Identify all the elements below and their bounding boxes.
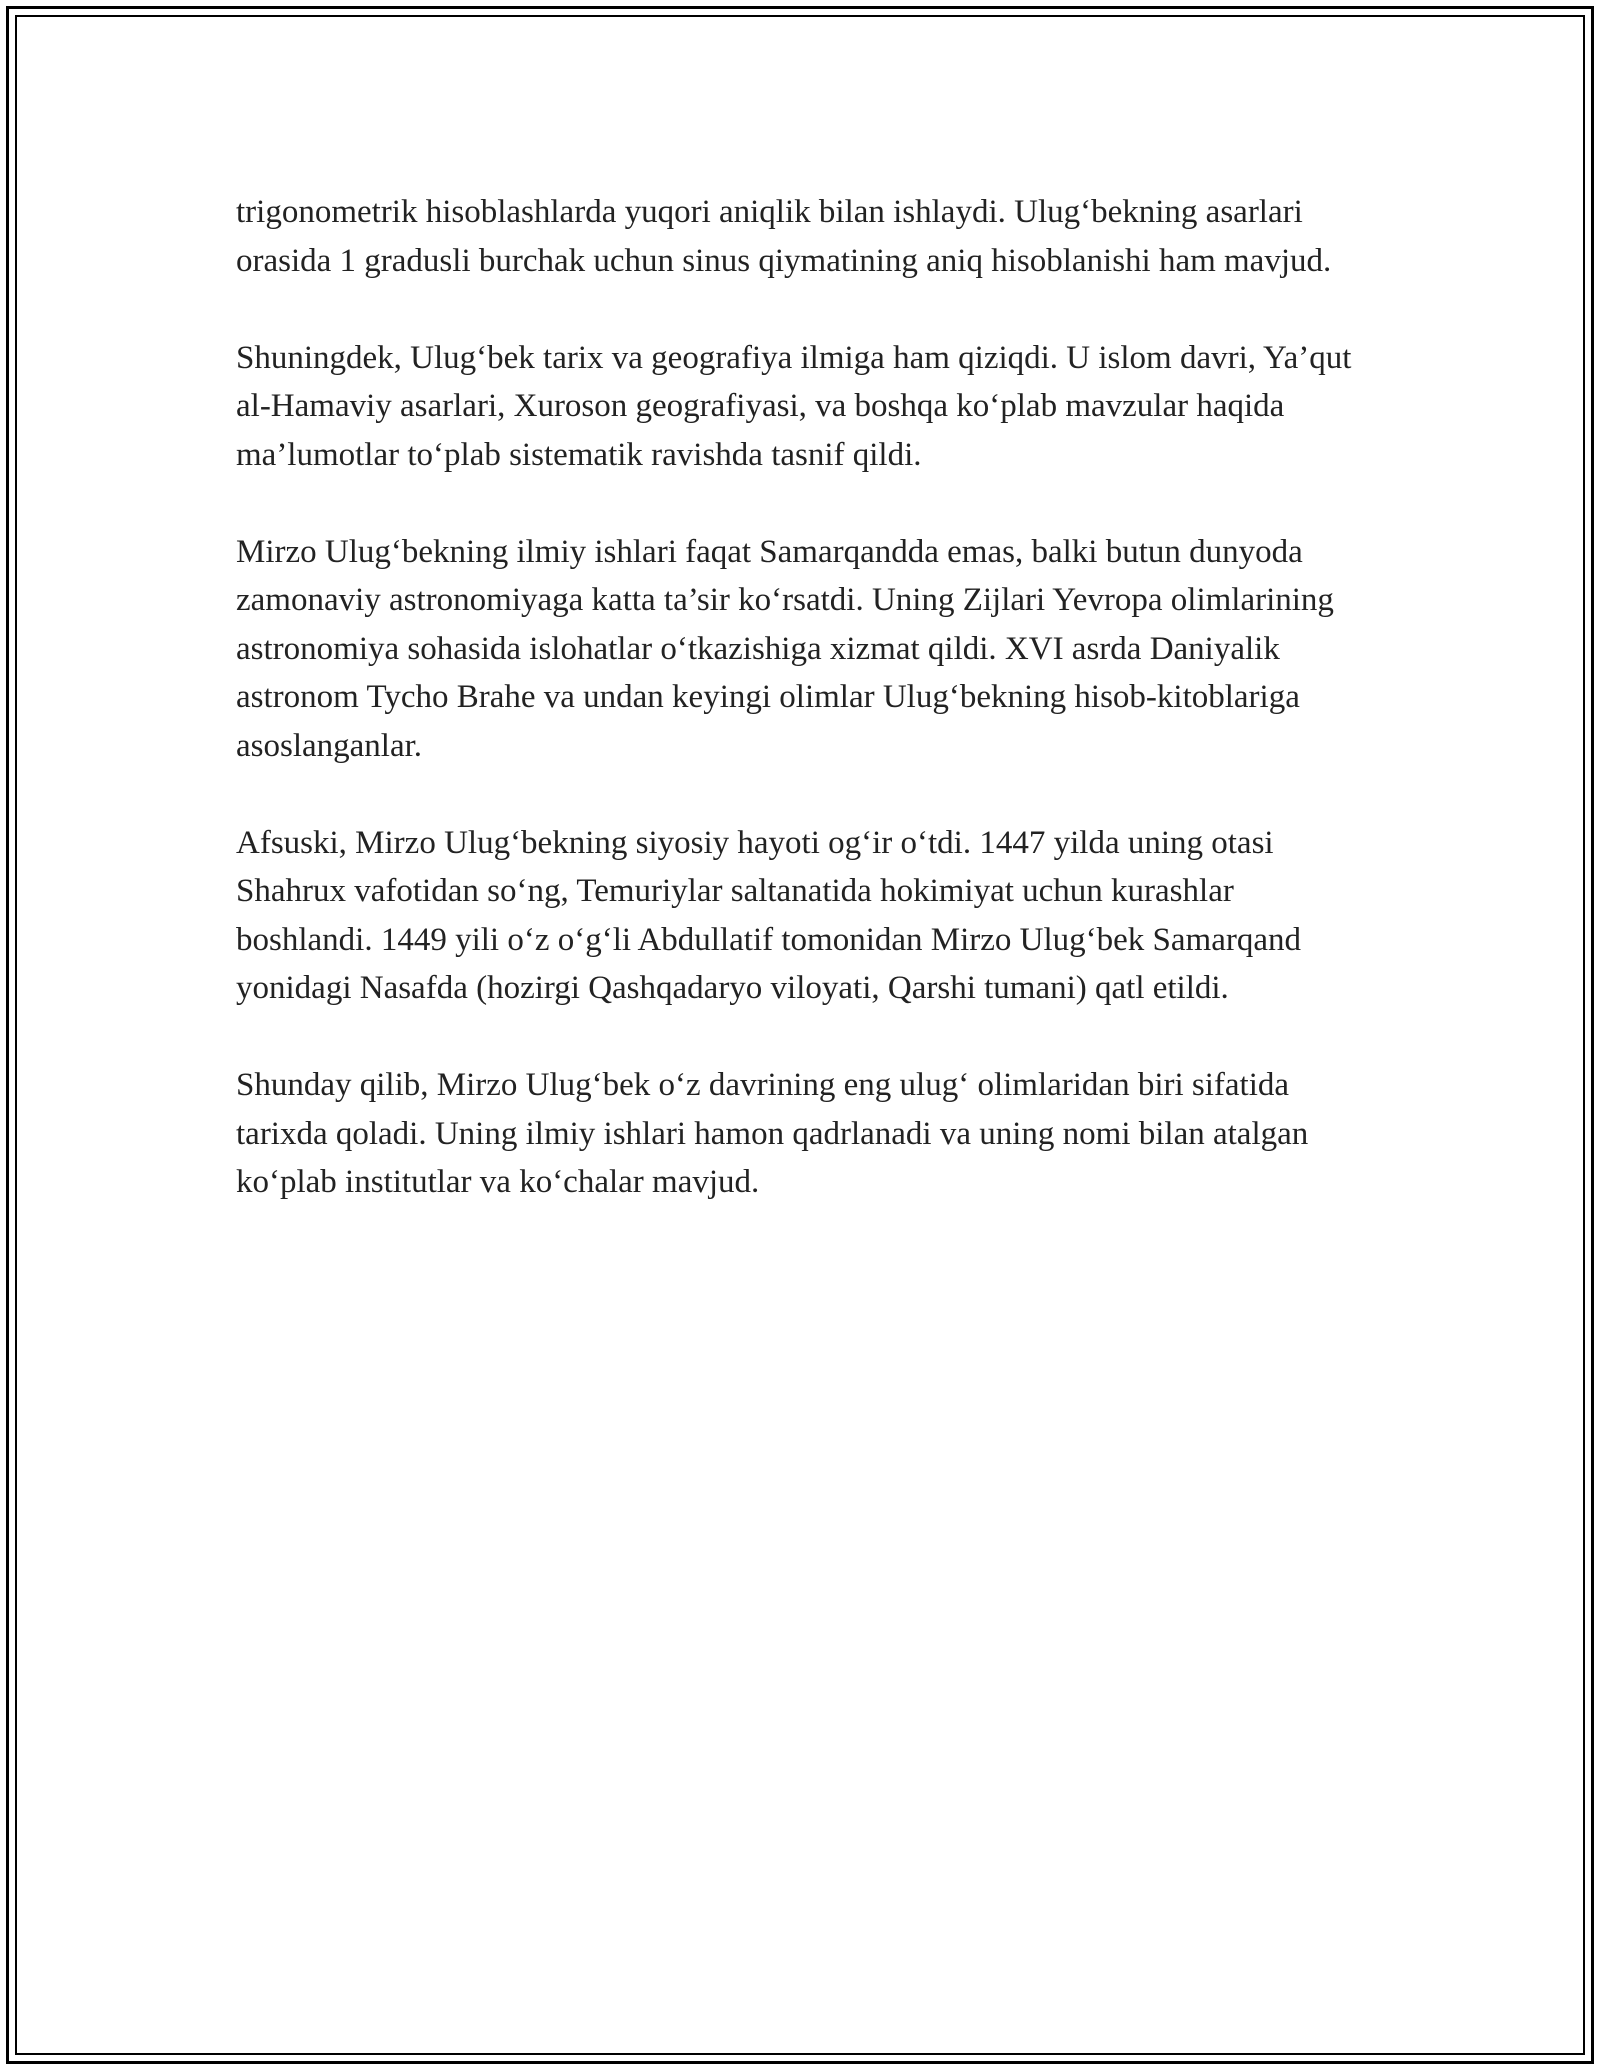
paragraph: trigonometrik hisoblashlarda yuqori aniqlik bilan ishlaydi. Ulug‘bekning asarlari orasida 1 gradusli burchak uchun sinus qiymatining aniq hisoblanishi ham mavjud. bbox=[236, 194, 1332, 279]
document-body bbox=[236, 188, 1366, 1255]
paragraph: Mirzo Ulug‘bekning ilmiy ishlari faqat Samarqandda emas, balki butun dunyoda zamonaviy astronomiyaga katta ta’sir ko‘rsatdi. Uning Zijlari Yevropa olimlarining astronomiya sohasida islohatlar o‘tkazishiga xizmat qildi. XVI asrda Daniyalik astronom Tycho Brahe va undan keyingi olimlar Ulug‘bekning hisob-kitoblariga asoslanganlar. bbox=[236, 533, 1334, 764]
paragraph: Shunday qilib, Mirzo Ulug‘bek o‘z davrining eng ulug‘ olimlaridan biri sifatida tarixda qoladi. Uning ilmiy ishlari hamon qadrlanadi va uning nomi bilan atalgan ko‘plab institutlar va ko‘chalar mavjud. bbox=[236, 1067, 1309, 1200]
paragraph: Afsuski, Mirzo Ulug‘bekning siyosiy hayoti og‘ir o‘tdi. 1447 yilda uning otasi Shahrux vafotidan so‘ng, Temuriylar saltanatida hokimiyat uchun kurashlar boshlandi. 1449 yili o‘z o‘g‘li Abdullatif tomonidan Mirzo Ulug‘bek Samarqand yonidagi Nasafda (hozirgi Qashqadaryo viloyati, Qarshi tumani) qatl etildi. bbox=[236, 824, 1301, 1006]
paragraph: Shuningdek, Ulug‘bek tarix va geografiya ilmiga ham qiziqdi. U islom davri, Ya’qut al-Hamaviy asarlari, Xuroson geografiyasi, va boshqa ko‘plab mavzular haqida ma’lumotlar to‘plab sistematik ravishda tasnif qildi. bbox=[236, 339, 1352, 473]
